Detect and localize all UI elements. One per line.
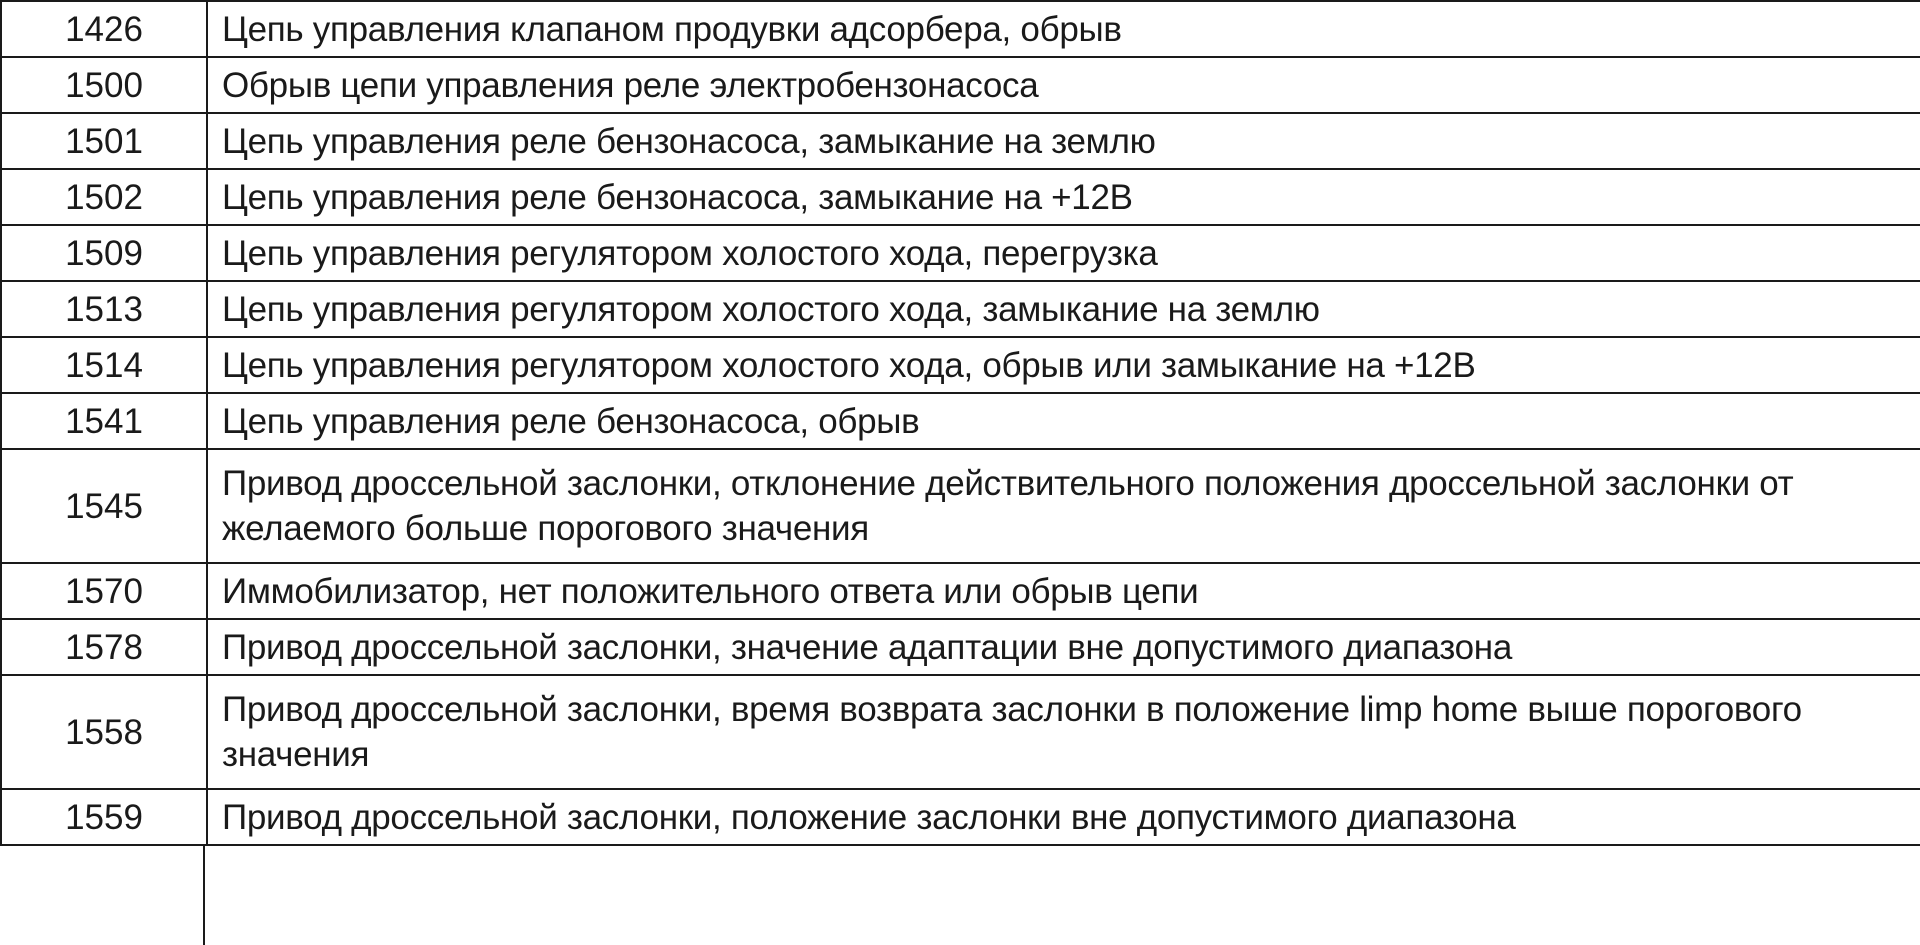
fault-code-cell: 1514 (1, 337, 207, 393)
fault-code-cell: 1513 (1, 281, 207, 337)
fault-description-cell (207, 113, 1920, 169)
fault-description-text: Привод дроссельной заслонки, положение заслонки вне допустимого диапазона (222, 797, 1516, 837)
fault-description-cell (207, 619, 1920, 675)
table-row (1, 789, 1920, 845)
fault-description-text: Цепь управления регулятором холостого хода, обрыв или замыкание на +12В (222, 345, 1476, 385)
fault-code-cell: 1502 (1, 169, 207, 225)
fault-description-text: Цепь управления клапаном продувки адсорбера, обрыв (222, 9, 1122, 49)
table-row (1, 675, 1920, 789)
fault-description-cell (207, 449, 1920, 563)
table-row (1, 113, 1920, 169)
fault-description-text: Привод дроссельной заслонки, отклонение действительного положения дроссельной заслонки от желаемого больше порогового значения (222, 464, 1794, 548)
fault-description-cell (207, 789, 1920, 845)
fault-description-cell (207, 57, 1920, 113)
fault-code-cell: 1578 (1, 619, 207, 675)
fault-description-cell (207, 393, 1920, 449)
fault-description-cell (207, 225, 1920, 281)
fault-description-cell (207, 169, 1920, 225)
fault-code-cell: 1541 (1, 393, 207, 449)
table-row (1, 1, 1920, 57)
fault-description-cell (207, 563, 1920, 619)
table-row (1, 281, 1920, 337)
fault-description-cell (207, 1, 1920, 57)
fault-description-text: Привод дроссельной заслонки, время возврата заслонки в положение limp home выше порогового значения (222, 690, 1802, 774)
fault-code-cell: 1545 (1, 449, 207, 563)
fault-code-cell: 1501 (1, 113, 207, 169)
table-row (1, 393, 1920, 449)
table-row (1, 337, 1920, 393)
fault-code-cell: 1558 (1, 675, 207, 789)
table-row (1, 449, 1920, 563)
fault-description-cell (207, 337, 1920, 393)
fault-description-text: Иммобилизатор, нет положительного ответа или обрыв цепи (222, 571, 1199, 611)
fault-description-text: Цепь управления реле бензонасоса, замыкание на +12В (222, 177, 1133, 217)
fault-description-text: Обрыв цепи управления реле электробензонасоса (222, 65, 1039, 105)
column-divider-stub (203, 846, 205, 945)
fault-description-cell (207, 281, 1920, 337)
fault-code-cell: 1500 (1, 57, 207, 113)
fault-code-cell: 1570 (1, 563, 207, 619)
fault-code-cell: 1559 (1, 789, 207, 845)
table-row (1, 563, 1920, 619)
fault-description-text: Цепь управления реле бензонасоса, замыкание на землю (222, 121, 1156, 161)
fault-description-text: Привод дроссельной заслонки, значение адаптации вне допустимого диапазона (222, 627, 1512, 667)
fault-description-text: Цепь управления реле бензонасоса, обрыв (222, 401, 920, 441)
table-row (1, 169, 1920, 225)
fault-code-cell: 1426 (1, 1, 207, 57)
table-row (1, 57, 1920, 113)
fault-description-cell (207, 675, 1920, 789)
fault-description-text: Цепь управления регулятором холостого хода, замыкание на землю (222, 289, 1320, 329)
table-row (1, 225, 1920, 281)
table-row (1, 619, 1920, 675)
fault-code-cell: 1509 (1, 225, 207, 281)
fault-description-text: Цепь управления регулятором холостого хода, перегрузка (222, 233, 1158, 273)
